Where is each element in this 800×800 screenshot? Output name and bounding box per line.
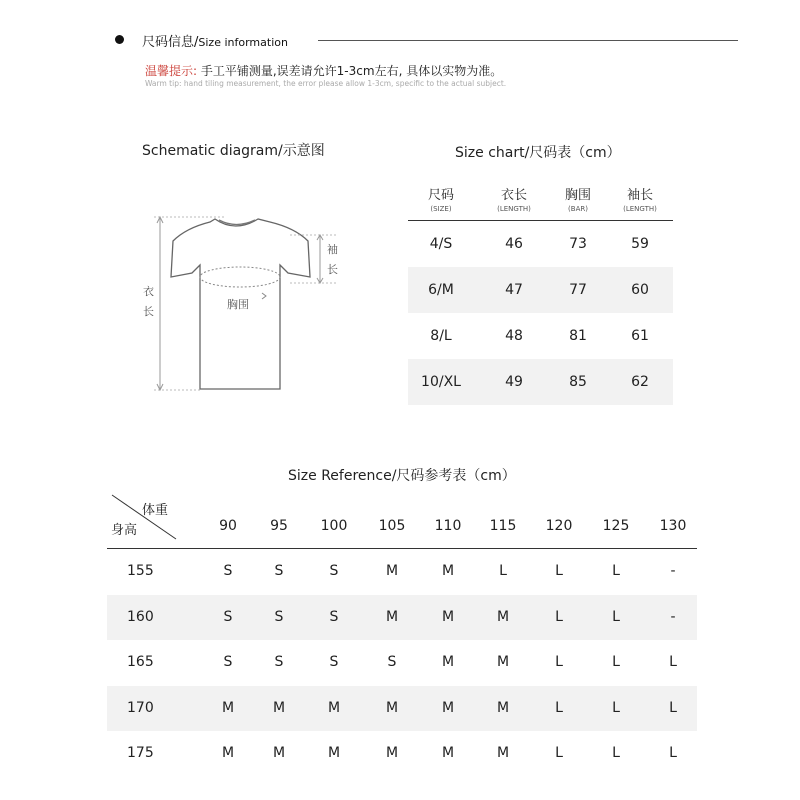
reference-size-cell: L (555, 608, 563, 625)
weight-label: 体重 (142, 503, 169, 518)
header-bar: 胸围 (BAR) (564, 188, 591, 213)
height-value: 170 (127, 699, 154, 716)
reference-size-cell: M (385, 608, 399, 625)
reference-size-cell: S (329, 563, 339, 579)
reference-size-cell: - (670, 608, 676, 625)
size-chart-row (408, 221, 673, 267)
reference-size-cell: M (441, 608, 455, 625)
reference-size-cell: M (272, 745, 286, 761)
label-chest: 胸围 (227, 298, 249, 311)
size-chart-cell: 10/XL (421, 374, 461, 390)
reference-size-cell: L (669, 654, 677, 670)
size-chart-title: Size chart/尺码表（cm） (455, 145, 621, 161)
size-chart-cell: 4/S (429, 236, 453, 252)
size-chart-table (408, 188, 673, 405)
diagram-title: Schematic diagram/示意图 (142, 143, 325, 159)
weight-column-header: 110 (434, 518, 462, 534)
size-chart-cell: 46 (505, 236, 523, 252)
reference-size-cell: S (274, 563, 284, 579)
reference-size-cell: L (499, 563, 507, 579)
reference-header (107, 490, 697, 549)
size-chart-cell: 73 (569, 236, 587, 252)
height-value: 165 (127, 654, 154, 670)
height-value: 175 (127, 745, 154, 761)
reference-row (107, 549, 697, 595)
size-chart-cell: 59 (631, 236, 649, 252)
reference-size-cell: M (441, 699, 455, 716)
size-chart-cell: 49 (505, 374, 523, 390)
reference-size-cell: L (612, 608, 620, 625)
reference-size-cell: M (496, 608, 510, 625)
header-divider (318, 40, 738, 41)
section-title (142, 31, 288, 50)
reference-size-cell: L (555, 563, 563, 579)
reference-size-cell: M (385, 563, 399, 579)
size-chart-row (408, 313, 673, 359)
reference-size-cell: M (441, 745, 455, 761)
reference-size-cell: S (387, 654, 397, 670)
reference-size-cell: M (327, 745, 341, 761)
tshirt-diagram (140, 205, 340, 395)
reference-size-cell: S (223, 608, 233, 625)
size-reference-table (107, 490, 697, 777)
height-value: 155 (127, 563, 154, 579)
reference-row (107, 686, 697, 732)
size-chart-cell: 60 (631, 282, 649, 298)
header-sleeve: 袖长 (LENGTH) (623, 188, 657, 213)
section-title-en: Size information (198, 36, 288, 49)
weight-column-header: 90 (219, 518, 237, 534)
size-chart-header (408, 188, 673, 221)
reference-size-cell: M (327, 699, 341, 716)
reference-size-cell: S (274, 654, 284, 670)
label-sleeve-1: 袖 (327, 243, 338, 256)
reference-size-cell: L (669, 699, 677, 716)
reference-size-cell: L (555, 745, 563, 761)
size-chart-cell: 8/L (430, 328, 452, 344)
reference-title: Size Reference/尺码参考表（cm） (288, 468, 516, 484)
reference-size-cell: S (223, 563, 233, 579)
reference-size-cell: M (221, 699, 235, 716)
weight-column-header: 120 (545, 518, 573, 534)
size-chart-cell: 77 (569, 282, 587, 298)
bullet-dot (115, 35, 124, 44)
height-label: 身高 (111, 523, 138, 538)
reference-size-cell: S (274, 608, 284, 625)
reference-size-cell: M (496, 699, 510, 716)
weight-column-header: 100 (320, 518, 348, 534)
reference-size-cell: M (385, 699, 399, 716)
reference-size-cell: L (555, 699, 563, 716)
reference-size-cell: S (329, 608, 339, 625)
reference-size-cell: M (221, 745, 235, 761)
reference-size-cell: L (612, 699, 620, 716)
section-title-zh: 尺码信息/ (142, 35, 199, 50)
weight-column-header: 105 (378, 518, 406, 534)
reference-size-cell: M (496, 745, 510, 761)
reference-size-cell: M (441, 654, 455, 670)
label-length-1: 衣 (143, 285, 154, 298)
reference-size-cell: M (272, 699, 286, 716)
size-chart-cell: 48 (505, 328, 523, 344)
reference-size-cell: S (329, 654, 339, 670)
reference-size-cell: L (612, 745, 620, 761)
reference-size-cell: M (496, 654, 510, 670)
weight-column-header: 95 (270, 518, 288, 534)
size-chart-cell: 47 (505, 282, 523, 298)
size-chart-cell: 81 (569, 328, 587, 344)
header-size: 尺码 (SIZE) (427, 188, 454, 213)
reference-size-cell: L (612, 654, 620, 670)
size-chart-cell: 6/M (428, 282, 454, 298)
warm-tip-label: 温馨提示: (145, 64, 198, 78)
size-chart-cell: 61 (631, 328, 649, 344)
reference-size-cell: L (612, 563, 620, 579)
weight-column-header: 115 (489, 518, 517, 534)
reference-row (107, 595, 697, 641)
height-value: 160 (127, 608, 154, 625)
label-sleeve-2: 长 (327, 263, 338, 276)
reference-row (107, 731, 697, 777)
reference-size-cell: M (385, 745, 399, 761)
size-chart-row (408, 267, 673, 313)
weight-column-header: 130 (659, 518, 687, 534)
reference-row (107, 640, 697, 686)
size-chart-row (408, 359, 673, 405)
warm-tip (145, 62, 502, 79)
reference-size-cell: - (670, 563, 676, 579)
label-length-2: 长 (143, 305, 154, 318)
reference-size-cell: L (669, 745, 677, 761)
size-chart-cell: 62 (631, 374, 649, 390)
warm-tip-english: Warm tip: hand tiling measurement, the error please allow 1-3cm, specific to the actual subject. (145, 79, 507, 88)
weight-column-header: 125 (602, 518, 630, 534)
size-chart-cell: 85 (569, 374, 587, 390)
reference-size-cell: M (441, 563, 455, 579)
reference-size-cell: L (555, 654, 563, 670)
reference-size-cell: S (223, 654, 233, 670)
warm-tip-text: 手工平铺测量,误差请允许1-3cm左右, 具体以实物为准。 (197, 64, 503, 78)
header-length: 衣长 (LENGTH) (497, 188, 531, 213)
